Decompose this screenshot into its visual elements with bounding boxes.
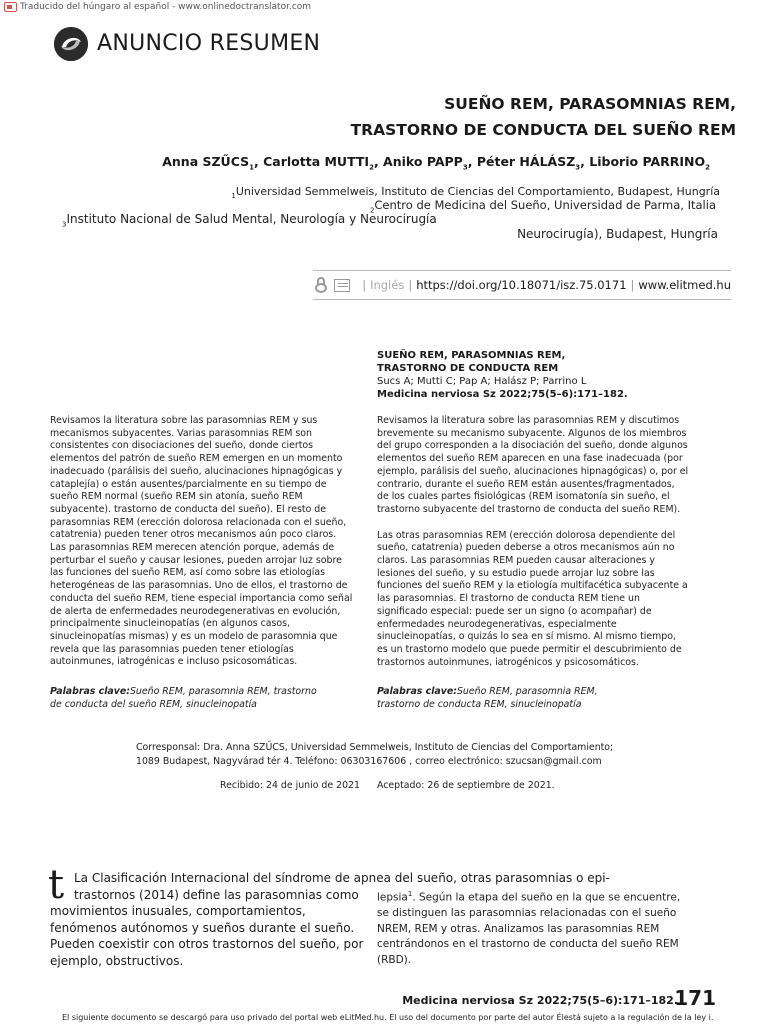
abstract-left-p1: Revisamos la literatura sobre las parasomnias REM y sus mecanismos subyacentes. Varias parasomnias REM son consistentes con disociaciones del sueño, donde ciertos elementos del patrón de sueño REM emergen en un momento inadecuado (parálisis del sueño, alucinaciones hipnagógicas y cataplejía) o están ausentes/parcialmente en su tiempo de sueño REM normal (sueño REM sin atonía, sueño REM subyacente). trastorno de conducta del sueño). El resto de parasomnias REM (erección dolorosa relacionada con el sueño, catatrenia) pueden tener otros mecanismos aún poco claros. [50,415,347,541]
translate-icon [4,2,17,12]
abstract-right-p2: Las otras parasomnias REM (erección dolorosa dependiente del sueño, catatrenia) pueden deberse a otros mecanismos aún no claros. Las parasomnias REM pueden causar alteraciones y lesiones del sueño, y su estudio puede arrojar luz sobre las funciones del sueño REM y la etiología multifacética subyacente a las parasomnias. El trastorno de conducta REM tiene un significado especial: puede ser un signo (o acompañar) de enfermedades neurodegenerativas, especialmente sinucleinopatías, o quizás lo sea en sí mismo. Al mismo tiempo, es un trastorno modelo que puede permitir el descubrimiento de trastornos autoinmunes, iatrogénicos y psicosomáticos. [377,529,688,668]
english-header [377,349,628,401]
affiliation-3: $_3$Instituto Nacional de Salud Mental, Neurología y Neurocirugía [62,212,437,229]
abstract-right [377,415,689,669]
english-title-line2: TRASTORNO DE CONDUCTA REM [377,363,559,374]
english-citation: Medicina nerviosa Sz 2022;75(5–6):171–182. [377,389,628,400]
open-access-icon [315,277,326,293]
affiliation-3-continued: Neurocirugía), Budapest, Hungría [517,227,718,241]
author-name: Liborio PARRINO [589,154,706,169]
author-name: Péter HÁLÁSZ [476,154,576,169]
author-list: Anna $SZŰCS_1$, Carlotta $MUTTI_2$, Aniko $PAPP_3$, Péter $HÁLÁSZ_3$, Liborio $PARRINO_2$ [162,154,710,172]
received-date: Recibido: 24 de junio de 2021 [220,780,360,791]
drop-cap: t [48,862,65,908]
abstract-left-p2: Las parasomnias REM merecen atención porque, además de perturbar el sueño y causar lesiones, pueden arrojar luz sobre las funciones del sueño REM, así como sobre las etiologías heterogéneas de las parasomnias. Uno de ellos, el trastorno de conducta del sueño REM, tiene especial importancia como señal de alerta de enfermedades neurodegenerativas en evolución, principalmente sinucleinopatías (en algunos casos, sinucleinopatías mismas) y es un modelo de parasomnia que revela que las parasomnias pueden tener etiologías autoinmunes, iatrogénicas e incluso psicosomáticas. [50,542,353,668]
body-right: lepsia$^1$. Según la etapa del sueño en la que se encuentre, se distinguen las parasomnias relacionadas con el sueño NREM, REM y otras. Analizamos las parasomnias REM centrándonos en el trastorno de conducta del sueño REM (RBD). [377,890,681,966]
abstract-right-p1: Revisamos la literatura sobre las parasomnias REM y discutimos brevemente su mecanismo subyacente. Algunos de los miembros del grupo corresponden a la disociación del sueño, donde algunos elementos del sueño REM aparecen en una fase inadecuada (por ejemplo, parálisis del sueño, alucinaciones hipnagógicas) o, por el contrario, durante el sueño REM están ausentes/fragmentados, de los cuales partes fisiológicas (REM isomatonía sin sueño, el trastorno subyacente del trastorno de conducta del sueño REM). [377,415,689,515]
section-title: ANUNCIO RESUMEN [97,31,321,56]
author-name: Anna SZŰCS [162,154,250,169]
english-title-line1: SUEÑO REM, PARASOMNIAS REM, [377,350,566,361]
keywords-left: Palabras clave:Sueño REM, parasomnia REM, trastorno de conducta del sueño REM, sinucleinopatía [50,686,317,710]
language-label: Inglés [370,278,405,292]
document-icon[interactable] [334,279,350,292]
correspondence: Corresponsal: Dra. Anna SZŰCS, Universidad Semmelweis, Instituto de Ciencias del Comportamiento; 1089 Budapest, Nagyvárad tér 4. Teléfono: 06303167606 , correo electrónico: szucsan@gmail.com [136,742,614,767]
keywords-right: Palabras clave:Sueño REM, parasomnia REM, trastorno de conducta REM, sinucleinopatía [377,686,598,710]
affiliation-1: $_1$Universidad Semmelweis, Instituto de Ciencias del Comportamiento, Budapest, Hungría [231,185,720,201]
author-name: Carlotta MUTTI [263,154,370,169]
abstract-left [50,415,355,669]
footer-journal: Medicina nerviosa Sz 2022;75(5–6):171–182. [402,994,678,1007]
doi-link[interactable]: https://doi.org/10.18071/isz.75.0171 [416,278,627,292]
page-number: 171 [674,986,716,1010]
body-left: La Clasificación Internacional del síndrome de apnea del sueño, otras parasomnias o epi- trastornos (2014) define las parasomnias como movimientos inusuales, comportamientos, fenómenos autónomos y sueños durante el sueño. Pueden coexistir con otros trastornos del sueño, por ejemplo, obstructivos. [50,871,610,968]
download-notice: El siguiente documento se descargó para uso privado del portal web eLitMed.hu. El uso del documento por parte del autor Élestá sujeto a la regulación de la ley i. [62,1013,714,1022]
translator-bar[interactable] [0,0,311,13]
doi-bar: | Inglés | https://doi.org/10.18071/isz.75.0171 | www.elitmed.hu [313,270,731,300]
article-title-line1: SUEÑO REM, PARASOMNIAS REM, [444,95,736,113]
author-name: Aniko PAPP [383,154,463,169]
journal-logo-icon [54,27,88,61]
translator-link[interactable]: Traducido del húngaro al español - www.onlinedoctranslator.com [20,1,312,12]
english-authors: Sucs A; Mutti C; Pap A; Halász P; Parrino L [377,376,587,387]
affiliation-2: $_2$Centro de Medicina del Sueño, Universidad de Parma, Italia [369,198,716,215]
article-title-line2: TRASTORNO DE CONDUCTA DEL SUEÑO REM [350,121,736,139]
site-link[interactable]: www.elitmed.hu [638,278,731,292]
accepted-date: Aceptado: 26 de septiembre de 2021. [377,780,555,791]
